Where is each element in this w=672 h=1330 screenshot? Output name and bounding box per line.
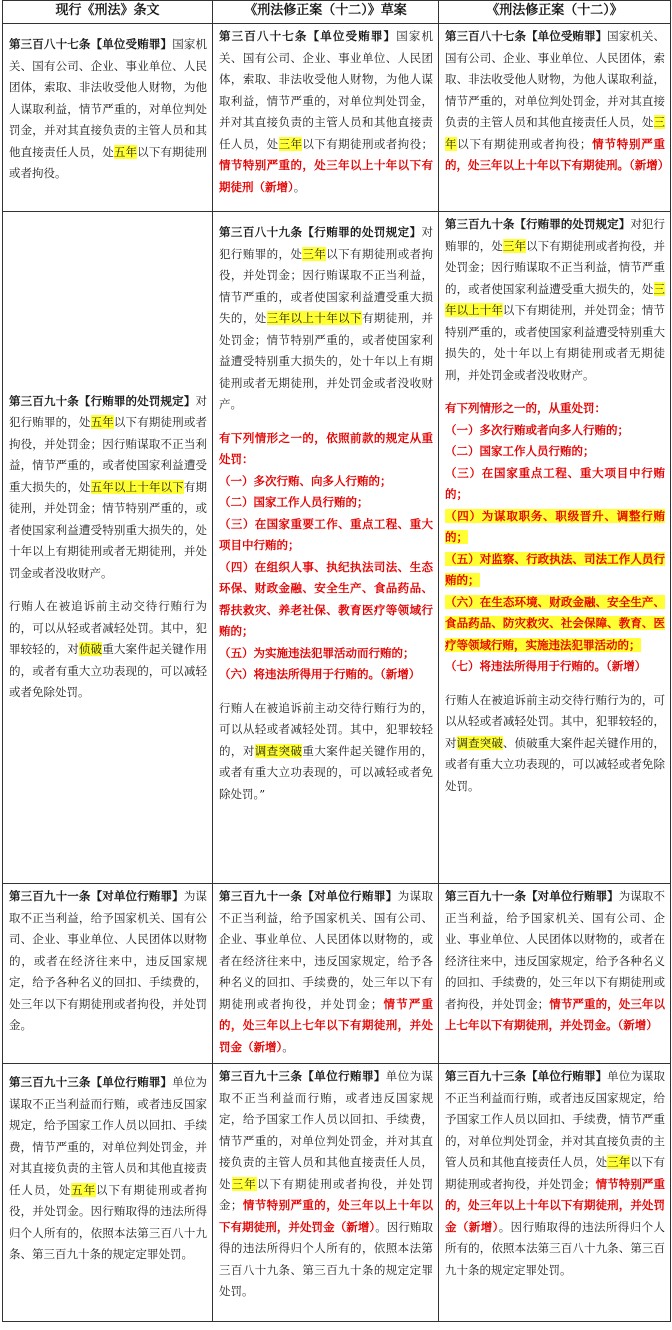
table-row	[3, 212, 671, 884]
article-text: 。	[293, 179, 306, 194]
cell-r1-final	[439, 24, 671, 212]
list-item: （一）多次行贿、向多人行贿的；	[219, 473, 392, 488]
article-text: 为谋取不正当利益，给予国家机关、国有公司、企业、事业单位、人民团体以财物的，或者在经济往来中，违反国家规定，给予各种名义的回扣、手续费的，处三年以下有期徒刑或者拘役，并处罚金；	[219, 889, 434, 1011]
article-text: 国家机关、国有公司、企业、事业单位、人民团体，索取、非法收受他人财物，为他人谋取利益，情节严重的，对单位判处罚金，并对其直接负责的主管人员和其他直接责任人员，处	[219, 29, 433, 151]
article-text: 单位为谋取不正当利益而行贿，或者违反国家规定，给予国家工作人员以回扣、手续费，情节严重的，对单位判处罚金，并对其直接负责的主管人员和其他直接责任人员，处	[445, 1069, 666, 1169]
header-row	[3, 1, 671, 24]
new-text: 情节特别严重的，处三年以上十年以下有期徒刑（新增）	[219, 158, 433, 194]
article-text: 以下有期徒刑或者拘役，并处罚金；因行贿谋取不正当利益，情节严重的，或者使国家利益遭受重大损失的，处	[9, 415, 207, 494]
article-text: 以下有期徒刑或者拘役，并处罚金；因行贿谋取不正当利益，情节严重的，或者使国家利益遭受重大损失的，处	[445, 238, 666, 296]
new-text: 情节特别严重的，处三年以上十年以下有期徒刑，并处罚金（新增）	[219, 1198, 434, 1234]
highlight-text: 三年以上十年	[445, 281, 665, 317]
article-text: 行贿人在被追诉前主动交待行贿行为的，可以从轻或者减轻处罚。其中，犯罪较轻的，对	[219, 700, 433, 758]
article-text: 对犯行贿罪的，处	[445, 217, 666, 253]
article-text: 以下有期徒刑或者拘役，并处罚金。因行贿取得的违法所得归个人所有的，依照本法第三百八十九条、第三百九十条的规定定罪处罚。	[9, 1182, 208, 1261]
highlight-text: 五年	[71, 1182, 97, 1197]
highlight-text: 五年以上十年以下	[90, 479, 184, 494]
list-item: （三）在国家重点工程、重大项目中行贿的；	[445, 465, 665, 501]
highlight-text: 三年	[302, 246, 327, 261]
highlight-text: 调查突破	[456, 735, 503, 750]
article-text: 。因行贿取得的违法所得归个人所有的，依照本法第三百八十九条、第三百九十条的规定定罪处罚。	[219, 1219, 434, 1298]
cell-r2-draft	[213, 212, 439, 884]
article-title: 第三百九十条【行贿罪的处罚规定】	[445, 217, 631, 231]
cell-r3-final	[439, 884, 671, 1064]
cell-r1-draft	[213, 24, 439, 212]
list-item: （三）在国家重要工作、重点工程、重大项目中行贿的；	[219, 516, 433, 552]
article-text: 国家机关、国有公司、企业、事业单位、人民团体，索取、非法收受他人财物，为他人谋取利益，情节严重的，对单位判处罚金，并对其直接负责的主管人员和其他直接责任人员，处	[445, 29, 666, 129]
article-text: 有期徒刑，并处罚金；情节特别严重的，或者使国家利益遭受特别重大损失的，处十年以上有期徒刑或者无期徒刑，并处罚金或者没收财产。	[9, 479, 207, 580]
cell-r2-current	[3, 212, 213, 884]
article-text: 以下有期徒刑或者拘役，并处罚金；	[219, 1176, 433, 1212]
list-item: （一）多次行贿或者向多人行贿的；	[445, 422, 629, 437]
table-row	[3, 24, 671, 212]
new-text: 有下列情形之一的，依照前款的规定从重处罚：	[219, 430, 433, 466]
cell-r2-final	[439, 212, 671, 884]
list-item: （二）国家工作人员行贿的；	[445, 444, 595, 458]
cell-r4-final	[439, 1064, 671, 1322]
article-title: 第三百九十三条【单位行贿罪】	[445, 1069, 608, 1083]
article-text: 、侦破重大案件起关键作用的，或者有重大立功表现的，可以减轻或者免除处罚。	[445, 735, 666, 793]
new-text: 情节特别严重的，处三年以上十年以下有期徒刑。（新增）	[445, 136, 670, 172]
highlight-text: 调查突破	[254, 743, 303, 758]
article-text: 以下有期徒刑或者拘役，并处罚金；	[445, 1155, 666, 1191]
article-text: 以下有期徒刑，并处罚金；情节特别严重的，或者使国家利益遭受特别重大损失的，处十年以上有期徒刑或者无期徒刑，并处罚金或者没收财产。	[445, 303, 666, 382]
article-title: 第三百八十七条【单位受贿罪】	[445, 29, 608, 43]
article-text: 行贿人在被追诉前主动交待行贿行为的，可以从轻或者减轻处罚。其中，犯罪较轻的，对	[445, 692, 665, 750]
highlight-text: 三年以上十年以下	[266, 311, 362, 325]
article-text: 以下有期徒刑或者拘役。	[9, 144, 207, 180]
highlight-text: 侦破	[78, 642, 103, 656]
article-title: 第三百八十七条【单位受贿罪】	[219, 29, 397, 43]
article-text: 重大案件起关键作用的，或者有重大立功表现的，可以减轻或者免除处罚。	[9, 642, 207, 699]
new-text: 有下列情形之一的，从重处罚：	[445, 401, 606, 415]
header-draft: 《刑法修正案（十二）》草案	[213, 1, 439, 24]
header-final: 《刑法修正案（十二）》	[439, 1, 671, 24]
article-text: 单位为谋取不正当利益而行贿，或者违反国家规定，给予国家工作人员以回扣、手续费，情节严重的，对单位判处罚金，并对其直接负责的主管人员和其他直接责任人员，处	[9, 1075, 207, 1197]
list-item: （四）在组织人事、执纪执法司法、生态环保、财政金融、安全生产、食品药品、帮扶救灾、养老社保、教育医疗等领域行贿的；	[219, 559, 433, 638]
article-text: 国家机关、国有公司、企业、事业单位、人民团体，索取、非法收受他人财物，为他人谋取利益，情节严重的，对单位判处罚金，并对其直接负责的主管人员和其他直接责任人员，处	[9, 37, 207, 159]
highlight-text: 三年	[445, 115, 665, 151]
article-text: 重大案件起关键作用的，或者有重大立功表现的，可以减轻或者免除处罚。”	[219, 743, 434, 801]
article-title: 第三百九十一条【对单位行贿罪】	[445, 889, 619, 903]
highlight-text: 三年	[502, 238, 527, 253]
article-text: 有期徒刑，并处罚金；情节特别严重的，或者使国家利益遭受特别重大损失的，处十年以上有期徒刑或者无期徒刑，并处罚金或者没收财产。	[219, 311, 434, 411]
article-text: 单位为谋取不正当利益而行贿，或者违反国家规定，给予国家工作人员以回扣、手续费，情节严重的，对单位判处罚金，并对其直接负责的主管人员和其他直接责任人员，处	[219, 1069, 434, 1191]
article-text: 对犯行贿罪的，处	[219, 225, 433, 261]
highlight-text: 三年	[278, 136, 303, 151]
article-title: 第三百九十三条【单位行贿罪】	[219, 1069, 386, 1083]
highlight-text: 五年	[90, 415, 114, 429]
new-text: 情节特别严重的，处三年以上十年以下有期徒刑，并处罚金（新增）	[445, 1176, 665, 1234]
cell-r1-current	[3, 24, 213, 212]
list-item: （五）为实施违法犯罪活动而行贿的；	[219, 645, 415, 660]
article-title: 第三百八十七条【单位受贿罪】	[9, 37, 173, 51]
article-text: 。	[282, 1039, 294, 1054]
cell-r3-draft	[213, 884, 439, 1064]
table-row	[3, 1064, 671, 1322]
new-text: 情节严重的，处三年以上七年以下有期徒刑，并处罚金（新增）	[219, 996, 433, 1054]
cell-r3-current	[3, 884, 213, 1064]
article-text: 。因行贿取得的违法所得归个人所有的，依照本法第三百八十九条、第三百九十条的规定定罪处罚。	[445, 1219, 666, 1277]
article-text: 以下有期徒刑或者拘役；	[457, 136, 592, 151]
list-item: （六）将违法所得用于行贿的。（新增）	[219, 667, 421, 681]
article-text: 为谋取不正当利益，给予国家机关、国有公司、企业、事业单位、人民团体以财物的，或者在经济往来中，违反国家规定，给予各种名义的回扣、手续费的，处三年以下有期徒刑或者拘役，并处罚金；	[445, 889, 665, 1011]
table-row	[3, 884, 671, 1064]
article-title: 第三百八十九条【行贿罪的处罚规定】	[219, 225, 422, 239]
highlight-text: 三年	[231, 1176, 257, 1191]
cell-r4-draft	[213, 1064, 439, 1322]
article-text: 以下有期徒刑或者拘役，并处罚金；因行贿谋取不正当利益，情节严重的，或者使国家利益遭受重大损失的，处	[219, 246, 434, 325]
article-title: 第三百九十三条【单位行贿罪】	[9, 1075, 173, 1089]
header-current-law: 现行《刑法》条文	[3, 1, 213, 24]
article-title: 第三百九十一条【对单位行贿罪】	[219, 889, 398, 903]
list-item: （五）对监察、行政执法、司法工作人员行贿的；	[445, 551, 665, 587]
comparison-table	[2, 0, 671, 1322]
list-item: （四）为谋取职务、职级晋升、调整行贿的；	[445, 508, 665, 544]
highlight-text: 三年	[607, 1155, 631, 1169]
list-item: （七）将违法所得用于行贿的。（新增）	[445, 659, 647, 673]
highlight-text: 五年	[113, 144, 138, 159]
new-text: 情节严重的，处三年以上七年以下有期徒刑，并处罚金。（新增）	[445, 996, 666, 1032]
article-text: 行贿人在被追诉前主动交待行贿行为的，可以从轻或者减轻处罚。其中，犯罪较轻的，对	[9, 599, 207, 656]
list-item: （二）国家工作人员行贿的；	[219, 495, 369, 509]
article-title: 第三百九十条【行贿罪的处罚规定】	[9, 393, 196, 408]
article-text: 对犯行贿罪的，处	[9, 393, 207, 429]
cell-r4-current	[3, 1064, 213, 1322]
list-item: （六）在生态环境、财政金融、安全生产、食品药品、防灾救灾、社会保障、教育、医疗等领域行贿，实施违法犯罪活动的；	[445, 594, 665, 652]
article-title: 第三百九十一条【对单位行贿罪】	[9, 889, 184, 903]
article-text: 为谋取不正当利益，给予国家机关、国有公司、企业、事业单位、人民团体以财物的，或者在经济往来中，违反国家规定，给予各种名义的回扣、手续费的，处三年以下有期徒刑或者拘役，并处罚金。	[9, 889, 207, 1032]
article-text: 以下有期徒刑或者拘役；	[302, 136, 434, 151]
